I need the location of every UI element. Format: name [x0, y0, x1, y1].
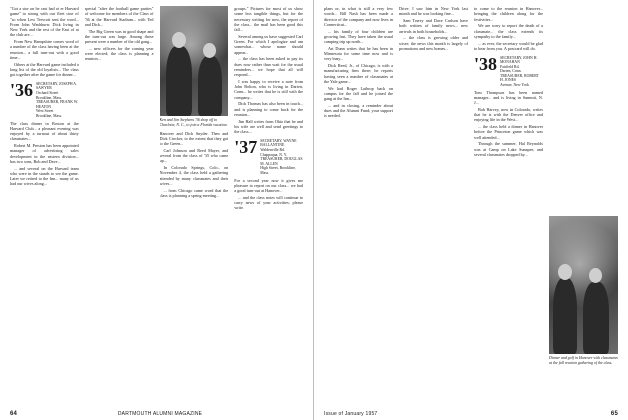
paragraph: Drive. I saw him in New York last month and he was looking fine...: [399, 6, 468, 17]
class-officers: SECRETARY, JOHN H. MONAHAN Fairfield Rd. Darien, Conn. TREASURER, ROBERT H. JONES Avenue, New York: [500, 55, 539, 88]
paragraph: Through the summer, Hal Reynolds was at Camp on Lake Sunapee, and several classmates dropped by...: [474, 141, 543, 157]
class-heading-37: [234, 136, 303, 176]
photo-caption: Ken and Jim Stephens '36 shop off to Charlotte, N. C., to join a Florida vacation.: [159, 118, 228, 127]
paragraph: special "after the football game parties" of welcome for members of the Class of '36 at the Harvard Stadium... with Ted and Dick...: [84, 6, 154, 27]
issue-date: Issue of January 1957: [324, 411, 378, 417]
paragraph: groups." Pictures for most of us show some less tangible things, but for the necessary writing for now, the report of the class... the mail has been good this fall...: [234, 6, 303, 32]
right-footer: [324, 411, 618, 417]
paragraph: Several among us have suggested Carl Green. For which I apologize and am somewhat... whose name should appear...: [234, 33, 303, 55]
class-photo-stephens: [160, 6, 229, 116]
left-col-4: [234, 6, 303, 406]
running-title: DARTMOUTH ALUMNI MAGAZINE: [117, 411, 203, 417]
paragraph: ... and several on the Harvard team who were in the stands to see the game. Later we retired to the Inn... many of us had our wives along...: [10, 165, 79, 187]
paragraph: ... the class is growing older and wiser; the news this month is largely of promotions and new homes...: [399, 35, 468, 51]
page-number: 65: [610, 411, 618, 417]
right-col-2: [399, 6, 468, 406]
paragraph: For a second year now it gives me pleasure to report on our class... we had a good turn-out at Hanover...: [234, 177, 303, 193]
paragraph: Robert M. Preston has been appointed manager of advertising sales development in the eastern division... has two sons, Bob and Dave...: [10, 143, 79, 164]
class-year: '38: [474, 53, 498, 74]
left-col-1: [10, 6, 79, 406]
paragraph: Dick Reed, Jr., of Chicago, is with a manufacturing firm there; he reports having seen a number of classmates at the Yale game...: [324, 63, 393, 84]
right-col-4: [549, 6, 618, 406]
paragraph: I was happy to receive a note from John Bolton, who is living in Darien, Conn... he writes that he is still with the company...: [234, 78, 303, 100]
paragraph: The class dinner in Boston at the Harvard Club... a pleasant evening was enjoyed by a turnout of about thirty classmates...: [10, 120, 79, 142]
paragraph: ... his family of four children are growing fast. They have taken the usual camping trip up north...: [324, 28, 393, 44]
paragraph: Others at the Harvard game included a long list of the old loyalists... The class got together after the game for dinner...: [10, 61, 79, 77]
paragraph: ... new officers for the coming year were elected; the class is planning a reunion...: [84, 45, 154, 62]
paragraph: We are sorry to report the death of a classmate... the class extends its sympathy to the family...: [474, 23, 543, 39]
paragraph: Tom Thompson has been named manager... and is living in Summit, N. J...: [474, 89, 543, 106]
right-col-3: [474, 6, 543, 406]
paragraph: We had Roger Lathrop back on campus for the fall and he joined the gang at the Inn...: [324, 85, 393, 101]
paragraph: plans or, in what is still a very few words... Bill Nash has been made a director of the company and now lives in Connecticut...: [324, 6, 393, 27]
paragraph: Jim Hall writes from Ohio that he and his wife are well and send greetings to the class...: [234, 118, 303, 134]
paragraph: The Big Green was in good shape and the turn-out was large. Among those present were a number of the old gang...: [84, 28, 154, 44]
right-col-1: [324, 6, 393, 406]
left-col-3: [160, 6, 229, 406]
paragraph: "Got a stor on he cast had ot er Harvard game" to strong with our fleet cine of "so when Lew Trescott sent the word... From John Washburn: Dick living in New York and the rest of the East of at the club are...: [10, 6, 79, 38]
paragraph: Sam Torrey and Dave Carlson have both written of family news... new arrivals in both households...: [399, 18, 468, 34]
paragraph: From New Hampshire comes word of a number of the class having been at the reunion... a full turn-out with a good time...: [10, 39, 79, 60]
paragraph: Bob Harvey, now in Colorado, writes that he is with the Denver office and enjoying life in the West...: [474, 106, 543, 123]
page-number: 64: [10, 411, 18, 417]
paragraph: Dick Thomas has also been in touch... and is planning to come back for the reunion...: [234, 101, 303, 117]
left-footer: [10, 411, 303, 417]
class-officers: SECRETARY, JOSEPH A. SAWYER Orchard Street Brookline, Mass. TREASURER, FRANK W. HEATON West Street Brookline, Mass.: [36, 81, 78, 118]
paragraph: ... and the class notes will continue to carry news of your activities; please write.: [234, 194, 303, 211]
paragraph: Hanover and Dick Snyder. Then and Dick Crocker, to the extent that they got to the Green...: [159, 130, 229, 147]
class-heading-36: [10, 79, 79, 119]
paragraph: ... and in closing, a reminder about dues and the Alumni Fund; your support is needed.: [324, 102, 393, 119]
paragraph: In Colorado Springs, Colo., on November 4, the class held a gathering attended by many classmates and their wives...: [159, 165, 229, 186]
paragraph: ... as ever, the secretary would be glad to hear from you. A postcard will do.: [474, 40, 543, 51]
class-year: '36: [10, 79, 34, 100]
paragraph: Carl Johnson and Reed Mayer, and several from the class of '35 who came up...: [159, 147, 229, 164]
paragraph: ... from Chicago came word that the class is planning a spring meeting...: [159, 187, 229, 198]
paragraph: Art Dunn writes that he has been in Minnesota for some time now and is very busy...: [324, 45, 393, 62]
paragraph: to come to the reunion in Hanover... bringing the children along for the festivities...: [474, 6, 543, 22]
right-page: [314, 0, 628, 420]
paragraph: ... the class held a dinner in Hanover before the Princeton game which was well attended...: [474, 124, 543, 140]
class-heading-38: [474, 53, 543, 88]
photo-caption: Dinner and golf in Hanover with classmates at the fall reunion gathering of the class.: [549, 356, 618, 365]
class-officers: SECRETARY, WAYNE BALLANTINE Waldenville Rd. Chappaqua, N. Y. TREASURER, DOUGLAS M. ALLEN High Street, Brookline, Mass.: [260, 138, 303, 175]
class-photo-dinner: [549, 216, 618, 354]
paragraph: ... the class has been asked to pay its dues now rather than wait for the usual reminders... we hope that all will respond...: [234, 56, 303, 77]
class-year: '37: [234, 136, 258, 157]
left-col-2: [85, 6, 154, 406]
